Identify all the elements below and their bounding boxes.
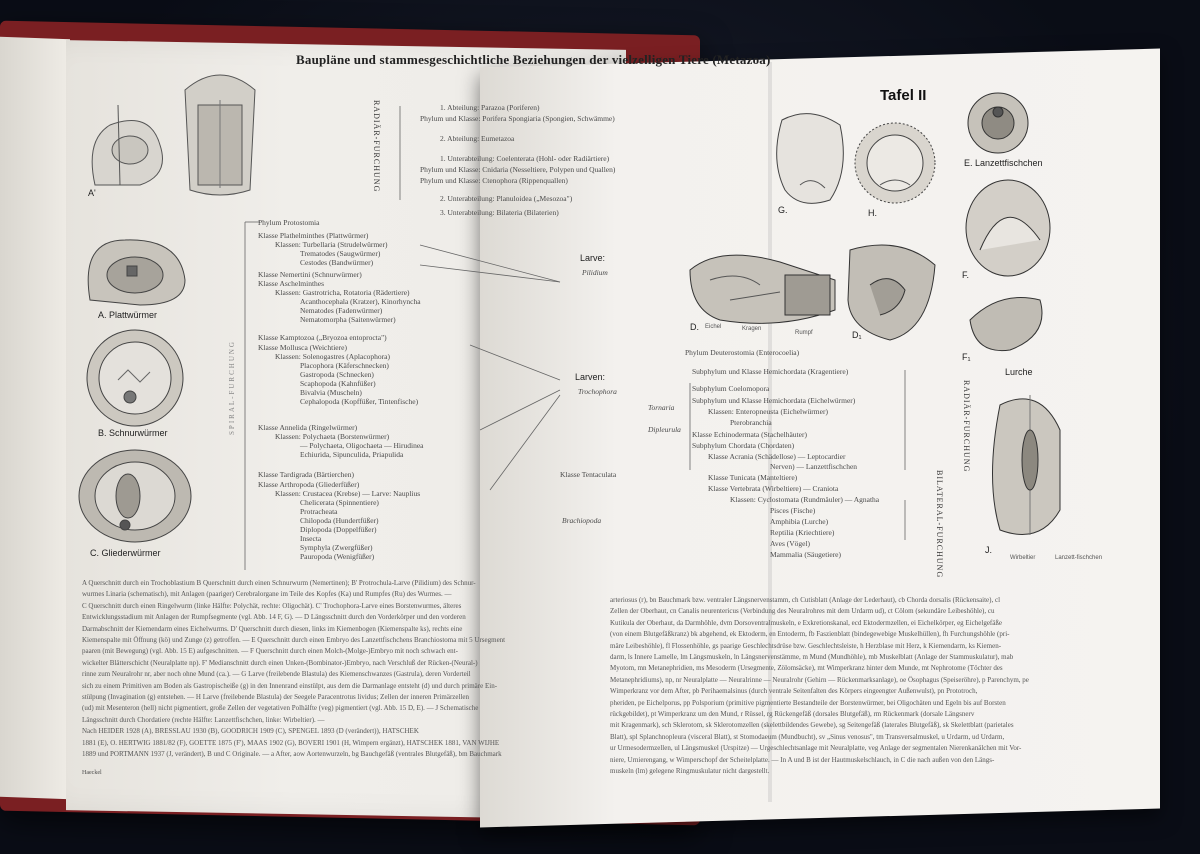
figure-f1-drawing bbox=[970, 298, 1042, 351]
proto-line: Cestodes (Bandwürmer) bbox=[300, 258, 374, 267]
proto-line: Placophora (Käferschnecken) bbox=[300, 361, 389, 370]
deut-line: Klassen: Enteropneusta (Eichelwürmer) bbox=[708, 407, 828, 416]
caption-line: ur Urmesodermzellen, ul Längsmuskel (Urspitze) — Urgeschlechtsanlage mit Neuralplatte, veg Anlage der segmentalen Nierenkanälchen mit Vor- bbox=[610, 744, 1022, 753]
proto-line: Scaphopoda (Kahnfüßer) bbox=[300, 379, 376, 388]
tornaria-label: Tornaria bbox=[648, 403, 675, 412]
figure-d1-drawing bbox=[848, 245, 935, 340]
unterabteilung-3: 3. Unterabteilung: Bilateria (Bilaterien) bbox=[440, 208, 559, 217]
proto-line: Klassen: Solenogastres (Aplacophora) bbox=[275, 352, 390, 361]
figure-f-label: F. bbox=[962, 270, 970, 280]
proto-line: Klasse Annelida (Ringelwürmer) bbox=[258, 423, 358, 432]
deut-line: Reptilia (Kriechtiere) bbox=[770, 528, 835, 537]
unterabteilung-1-a: Phylum und Klasse: Cnidaria (Nesseltiere, Polypen und Quallen) bbox=[420, 165, 616, 174]
deut-line: Subphylum Chordata (Chordaten) bbox=[692, 441, 795, 450]
proto-line: Insecta bbox=[300, 534, 322, 543]
caption-line: C Querschnitt durch einen Ringelwurm (linke Hälfte: Polychät, rechte: Oligochät). C' Trochophora-Larve eines Borstenwurmes, älteres bbox=[82, 601, 462, 610]
deut-line: Amphibia (Lurche) bbox=[770, 517, 829, 526]
caption-line: darm, ls Innere Lamelle, lm Längsmuskeln, ln Längsnervenstämme, m Mund (Mundhöhle), mb Muskelblatt (Anlage der Stammuskulatur), mab bbox=[610, 653, 1014, 662]
proto-line: Klasse Plathelminthes (Plattwürmer) bbox=[258, 231, 369, 240]
radial-cleavage-right-label: RADIÄR-FURCHUNG bbox=[962, 380, 971, 473]
caption-line: arteriosus (r), bn Bauchmark bzw. ventraler Längsnervenstamm, ch Cutisblatt (Anlage der Lederhaut), cb Chorda dorsalis (Rückensaite), cl bbox=[610, 596, 1001, 604]
figure-e-drawing bbox=[968, 93, 1028, 153]
proto-line: — Polychaeta, Oligochaeta — Hirudinea bbox=[300, 441, 424, 450]
larven-label: Larven: bbox=[575, 372, 606, 382]
unterabteilung-1: 1. Unterabteilung: Coelenterata (Hohl- oder Radiärtiere) bbox=[440, 154, 610, 163]
caption-line: (von einem Blutgefäßkranz) bk abgehend, ek Ektoderm, en Entoderm, fb Faszienblatt (bindegewebige Muskelhüllen), fh Furchungshöhle (pri- bbox=[610, 630, 1010, 639]
proto-line: Klassen: Turbellaria (Strudelwürmer) bbox=[275, 240, 388, 249]
larve-label: Larve: bbox=[580, 253, 606, 263]
caption-line: (ud) mit Mesenteron (hell) nicht pigmentiert, große Zellen der vegetativen Polhälfte (veg) pigmentiert (vgl. Abb. 15 D, E). — J Schematische bbox=[82, 704, 479, 713]
abteilung-2: 2. Abteilung: Eumetazoa bbox=[440, 134, 515, 143]
figure-d-eichel: Eichel bbox=[705, 324, 722, 330]
deut-line: Pisces (Fische) bbox=[770, 506, 816, 515]
proto-line: Klassen: Gastrotricha, Rotatoria (Rädertiere) bbox=[275, 288, 410, 297]
tentaculata-label: Klasse Tentaculata bbox=[560, 470, 617, 479]
proto-line: Nematodes (Fadenwürmer) bbox=[300, 306, 383, 315]
caption-line: Entwicklungsstadium mit Anlagen der Rumpfsegmente (vgl. Abb. 14 F, G). — D Längsschnitt durch den Vorderkörper und den vorderen bbox=[82, 613, 466, 622]
proto-line: Gastropoda (Schnecken) bbox=[300, 370, 374, 379]
caption-line: stülpung (Invagination (g) entstehen. — H Larve (freilebende Blastula) der Seegele Paracentrotus lividus; Zellen der inneren Primärzellen bbox=[82, 693, 470, 702]
proto-line: Chilopoda (Hundertfüßer) bbox=[300, 516, 379, 525]
phylum-protostomia: Phylum Protostomia bbox=[258, 218, 320, 227]
figure-b-drawing bbox=[87, 330, 183, 426]
caption-line: 1889 und PORTMANN 1937 (J, verändert), B und C Originale. — a After, aow Aortenwurzeln, bg Bauchgefäß (ventrales Blutgefäß), bm Bauchmark bbox=[82, 750, 502, 759]
figure-c-drawing bbox=[79, 450, 191, 542]
plate-title: Baupläne und stammesgeschichtliche Beziehungen der vielzelligen Tiere (Metazoa) bbox=[296, 52, 771, 67]
proto-line: Echiurida, Sipunculida, Priapulida bbox=[300, 450, 404, 459]
plate-number: Tafel II bbox=[880, 87, 927, 104]
proto-line: Klasse Mollusca (Weichtiere) bbox=[258, 343, 347, 352]
deut-line: Aves (Vögel) bbox=[770, 539, 811, 548]
caption-line: Blatt), spl Splanchnopleura (visceral Blatt), st Stomodaeum (Mundbucht), sv „Sinus venosus", tm Transversalmuskel, u Urdarm, ud Urdarm, bbox=[610, 732, 1005, 741]
lanzettfischchen-label: Lanzett-fischchen bbox=[1055, 555, 1103, 561]
caption-line: muskeln (lm) gelegene Ringmuskulatur nicht dargestellt. bbox=[610, 767, 770, 776]
page-footer: Haeckel bbox=[82, 770, 102, 776]
dipleurula-label: Dipleurula bbox=[648, 425, 681, 434]
proto-line: Klasse Nemertini (Schnurwürmer) bbox=[258, 270, 362, 279]
figure-d-drawing bbox=[690, 255, 835, 323]
caption-left bbox=[82, 578, 602, 761]
bilateral-cleavage-label: BILATERAL-FURCHUNG bbox=[935, 470, 944, 579]
figure-a-drawing bbox=[88, 240, 185, 305]
proto-line: Protracheata bbox=[300, 507, 338, 516]
caption-line: sich zu einem Primitiven am Boden als Gastropischeiße (g) in den Innenrand einstülpt, aus dem die Darmanlage entsteht (d) und durch primäre Ein- bbox=[82, 681, 498, 690]
figure-f1-label: F₁ bbox=[962, 352, 971, 362]
unterabteilung-2: 2. Unterabteilung: Planuloidea („Mesozoa") bbox=[440, 194, 573, 203]
caption-line: wickelter Blätterschicht (Neuralplatte np). F' Medianschnitt durch einen Unken-(Bombinator-)Embryo, nach Verschluß der Rücken-(Neural-) bbox=[82, 658, 478, 667]
proto-line: Nematomorpha (Saitenwürmer) bbox=[300, 315, 396, 324]
proto-line: Bivalvia (Muscheln) bbox=[300, 388, 362, 397]
caption-line: Kiemenspalte mit Öffnung (kö) und Zunge (z) getroffen. — E Querschnitt durch einen Embryo des Lanzettfischchens Branchiostoma mit 5 Ursegment bbox=[82, 636, 506, 645]
proto-line: Cephalopoda (Kopffüßer, Tintenfische) bbox=[300, 397, 419, 406]
proto-line: Chelicerata (Spinnentiere) bbox=[300, 498, 379, 507]
caption-line: Nach HEIDER 1928 (A), BRESSLAU 1930 (B), GOODRICH 1909 (C), SPENGEL 1893 (D (verändert)), HATSCHEK bbox=[82, 727, 419, 736]
figure-g-label: G. bbox=[778, 205, 788, 215]
caption-line: 1881 (E), O. HERTWIG 1881/82 (F), GOETTE 1875 (F'), MAAS 1902 (G), BOVERI 1901 (H, Wimpern ergänzt), HATSCHEK 1881, VAN WIJHE bbox=[82, 738, 500, 747]
figure-d-rumpf: Rumpf bbox=[795, 330, 813, 336]
proto-line: Klasse Aschelminthes bbox=[258, 279, 325, 288]
caption-line: Darmabschnitt der Kiemendarm eines Eichelwurms. D' Querschnitt durch diesen, links im Kiemenbogen (Kiemenspalte ks), rechts eine bbox=[82, 624, 463, 633]
caption-line: Myotom, mn Metanephridien, ms Mesoderm (Ursegmente, Zölomsäcke), mt Wimperkranz hinter dem Munde, mt Nephrotome (Töchter des bbox=[610, 664, 1003, 673]
deut-line: Klasse Acrania (Schädellose) — Leptocardier bbox=[708, 452, 846, 461]
caption-line: mit Kragenmark), sch Sklerotom, sk Sklerotomzellen (skelettbildendes Gewebe), sg Seitengefäß (laterales Blutgefäß), sk Skelettblatt (parietales bbox=[610, 721, 1014, 730]
caption-line: Kutikula der Oberhaut, da Darmhöhle, dvm Dorsoventralmuskeln, e Exkretionskanal, ecd Ektodermzellen, ei Eichelkörper, eg Eichelgefäße bbox=[610, 618, 1002, 627]
proto-line: Klassen: Crustacea (Krebse) — Larve: Nauplius bbox=[275, 489, 421, 498]
figure-e-label: E. Lanzettfischchen bbox=[964, 158, 1043, 168]
caption-line: pheriden, pe Eichelporus, pp Polsporium (primitive pigmentierte Bestandteile der Borstenwürmer, bei Oligochäten und Egeln bis auf Borsten bbox=[610, 698, 1006, 707]
caption-line: niere, Urnierengang, w Wimperschopf der Scheitelplatte. — In A und B ist der Hautmuskelschlauch, in C die nach außen von den Längs- bbox=[610, 755, 995, 764]
abteilung-1: 1. Abteilung: Parazoa (Poriferen) bbox=[440, 103, 540, 112]
caption-line: wurmes Linaria (schematisch), mit Anlagen (paariger) Cerebralorgane im Teile des Kopfes (Ka) und Rumpfes (Ru) des Wurmes. — bbox=[82, 590, 452, 599]
proto-line: Klasse Arthropoda (Gliederfüßer) bbox=[258, 480, 360, 489]
unterabteilung-1-b: Phylum und Klasse: Ctenophora (Rippenquallen) bbox=[420, 176, 568, 185]
proto-line: Klassen: Polychaeta (Borstenwürmer) bbox=[275, 432, 390, 441]
radial-cleavage-label: RADIÄR-FURCHUNG bbox=[372, 100, 381, 193]
figure-d1-label: D₁ bbox=[852, 330, 862, 340]
figure-a-prime-label: A' bbox=[88, 188, 96, 198]
figure-c-label: C. Gliederwürmer bbox=[90, 548, 161, 558]
larve-name: Pilidium bbox=[582, 268, 608, 277]
caption-line: Metanephridiums), np, nr Neuralplatte — Neuralrinne — Neuralrohr (Gehirn — Rückenmarksanlage), oe Ösophagus (Speiseröhre), p Parenchym, pe bbox=[610, 675, 1029, 684]
figure-j-label: J. bbox=[985, 545, 993, 555]
caption-line: A Querschnitt durch ein Trochoblastium B Querschnitt durch einen Schnurwurm (Nemertinen); B' Protrochula-Larve (Pilidium) des Schnur- bbox=[82, 579, 476, 587]
brachiopoda-label: Brachiopoda bbox=[562, 516, 602, 525]
proto-line: Symphyla (Zwergfüßer) bbox=[300, 543, 373, 552]
caption-line: märe Leibeshöhle), fl Flossenhöhle, gs paarige Geschlechtsdrüse bzw. Geschlechtsleiste, h Herzblase mit Herz, k Kiemendarm, ks Kiemen- bbox=[610, 641, 1002, 650]
caption-line: rückgebildet), pt Wimperkranz um den Mund, r Rüssel, rg Rückengefäß (dorsales Blutgefäß), rm Rückenmark (dorsale Längsnerv bbox=[610, 710, 975, 719]
deut-line: Klasse Tunicata (Manteltiere) bbox=[708, 473, 798, 482]
caption-line: paaren (mit Bewegung) (vgl. Abb. 15 E) aufgeschnitten. — F Querschnitt durch einen Molch-(Molge-)Embryo mit noch schwach ent- bbox=[82, 647, 458, 656]
proto-line: Acanthocephala (Kratzer), Kinorhyncha bbox=[300, 297, 421, 306]
deut-line: Nerven) — Lanzettfischchen bbox=[770, 462, 858, 471]
deut-line: Subphylum Coelomopora bbox=[692, 384, 770, 393]
larven-name: Trochophora bbox=[578, 387, 617, 396]
figure-d-kragen: Kragen bbox=[742, 326, 762, 332]
figure-j-drawing bbox=[993, 395, 1061, 535]
figure-d-label: D. bbox=[690, 322, 699, 332]
figure-b-label: B. Schnurwürmer bbox=[98, 428, 168, 438]
deut-line: Subphylum und Klasse Hemichordata (Eichelwürmer) bbox=[692, 396, 856, 405]
caption-line: Zellen der Oberhaut, cn Canalis neurentericus (Verbindung des Neuralrohres mit dem Urdarm ud), ct Cölom (sekundäre Leibeshöhle), cu bbox=[610, 607, 995, 616]
phylum-deuterostomia: Phylum Deuterostomia (Enterocoelia) bbox=[685, 348, 800, 357]
deut-line: Klassen: Cyclostomata (Rundmäuler) — Agnatha bbox=[730, 495, 880, 504]
proto-line: Klasse Tardigrada (Bärtierchen) bbox=[258, 470, 354, 479]
spiral-cleavage-label: SPIRAL-FURCHUNG bbox=[228, 340, 236, 435]
proto-line: Klasse Kamptozoa („Bryozoa entoprocta") bbox=[258, 333, 387, 342]
deut-line: Subphylum und Klasse Hemichordata (Kragentiere) bbox=[692, 367, 849, 376]
caption-line: Längsschnitt durch Chordatiere (rechte Hälfte: Lanzettfischchen, linke: Wirbeltier). — bbox=[82, 715, 325, 724]
caption-right bbox=[610, 595, 1140, 778]
deut-line: Pterobranchia bbox=[730, 418, 772, 427]
wirbeltier-label: Wirbeltier bbox=[1010, 555, 1036, 561]
deut-line: Mammalia (Säugetiere) bbox=[770, 550, 842, 559]
figure-a-label: A. Plattwürmer bbox=[98, 310, 158, 320]
caption-line: Wimperkranz vor dem After, pb Perihaemalsinus (durch ventrale Seitenfalten des Körpers eingeengter Außenwulst), pn Prototroch, bbox=[610, 687, 978, 696]
figure-g-drawing bbox=[777, 114, 844, 204]
figure-f-drawing bbox=[966, 180, 1050, 276]
deut-line: Klasse Echinodermata (Stachelhäuter) bbox=[692, 430, 807, 439]
deut-line: Klasse Vertebrata (Wirbeltiere) — Craniota bbox=[708, 484, 839, 493]
abteilung-1-detail: Phylum und Klasse: Porifera Spongiaria (Spongien, Schwämme) bbox=[420, 114, 615, 123]
figure-gastrula-column bbox=[185, 75, 255, 195]
figure-h-label: H. bbox=[868, 208, 877, 218]
lurche-label: Lurche bbox=[1005, 367, 1033, 377]
figure-h-drawing bbox=[855, 123, 935, 203]
proto-line: Trematodes (Saugwürmer) bbox=[300, 249, 381, 258]
proto-line: Pauropoda (Wenigfüßer) bbox=[300, 552, 375, 561]
figure-a-prime-drawing bbox=[92, 105, 162, 185]
proto-line: Diplopoda (Doppelfüßer) bbox=[300, 525, 377, 534]
caption-line: rinne zum Neuralrohr nr, aber noch ohne Mund (ca.). — G Larve (freilebende Blastula) des Kiemenschwanzes (Gastrula), deren Vorderteil bbox=[82, 670, 471, 679]
